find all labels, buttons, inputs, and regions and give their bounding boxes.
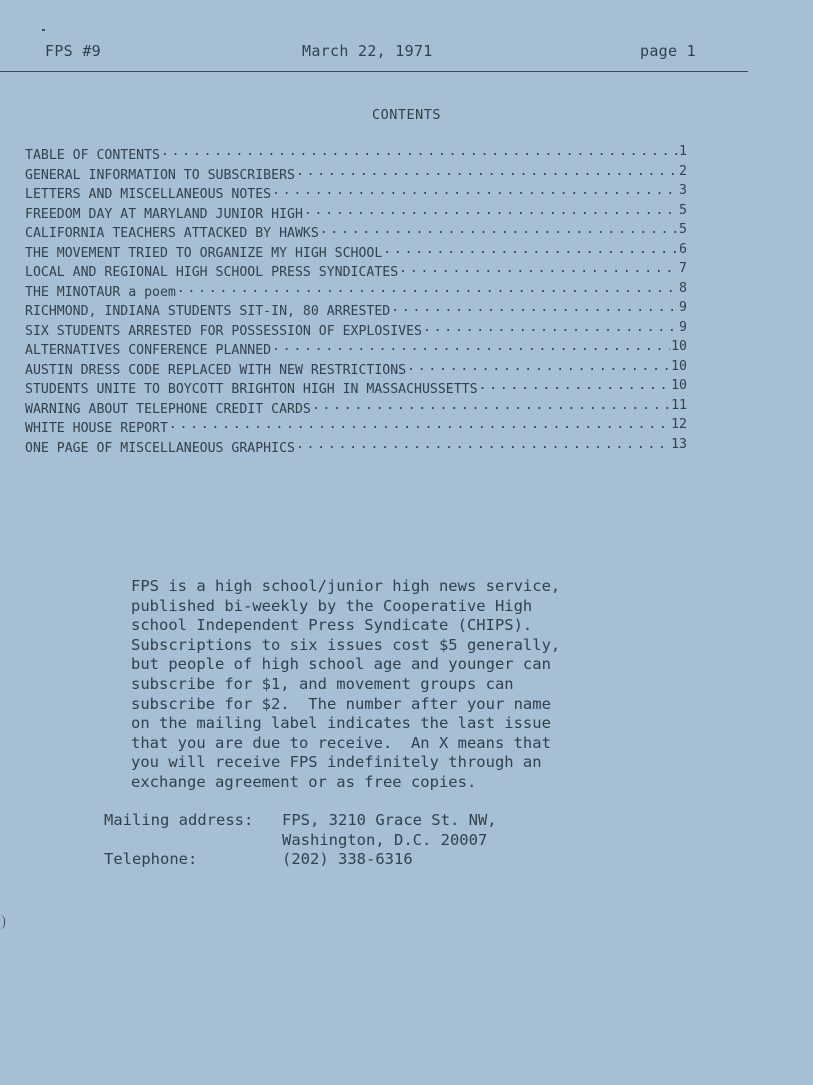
telephone-number: (202) 338-6316 bbox=[282, 850, 413, 869]
mailing-address-label: Mailing address: bbox=[104, 811, 254, 829]
toc-dot-leader bbox=[423, 322, 678, 335]
toc-entry bbox=[25, 263, 687, 283]
toc-entry-title: TABLE OF CONTENTS bbox=[25, 148, 160, 164]
toc-entry bbox=[25, 146, 687, 166]
toc-dot-leader bbox=[296, 166, 678, 179]
toc-entry-title: WHITE HOUSE REPORT bbox=[25, 421, 168, 437]
mailing-address-line2: Washington, D.C. 20007 bbox=[282, 830, 488, 849]
toc-entry bbox=[25, 302, 687, 322]
toc-entry-page: 6 bbox=[679, 241, 687, 257]
toc-entry bbox=[25, 419, 687, 439]
toc-entry bbox=[25, 163, 687, 186]
edge-mark bbox=[0, 915, 5, 929]
info-line: published bi-weekly by the Cooperative High bbox=[131, 596, 533, 615]
toc-entry bbox=[25, 319, 687, 342]
toc-entry-title: CALIFORNIA TEACHERS ATTACKED BY HAWKS bbox=[25, 226, 319, 242]
toc-entry-title: STUDENTS UNITE TO BOYCOTT BRIGHTON HIGH IN MASSACHUSSETTS bbox=[25, 382, 478, 398]
toc-entry-title: LETTERS AND MISCELLANEOUS NOTES bbox=[25, 187, 272, 203]
toc-entry-title: GENERAL INFORMATION TO SUBSCRIBERS bbox=[25, 167, 295, 183]
info-line: school Independent Press Syndicate (CHIPS). bbox=[131, 616, 533, 635]
info-line: Subscriptions to six issues cost $5 generally, bbox=[131, 635, 561, 654]
toc-dot-leader bbox=[177, 283, 678, 296]
info-line: FPS is a high school/junior high news service, bbox=[131, 577, 561, 595]
toc-entry-page: 2 bbox=[679, 163, 687, 179]
table-of-contents bbox=[25, 146, 687, 458]
toc-entry-page: 10 bbox=[671, 358, 687, 374]
toc-dot-leader bbox=[312, 400, 670, 413]
info-line: subscribe for $2. The number after your name bbox=[131, 694, 551, 713]
telephone-label: Telephone: bbox=[104, 850, 198, 869]
toc-dot-leader bbox=[296, 439, 670, 452]
toc-entry bbox=[25, 202, 687, 225]
toc-entry-page: 10 bbox=[671, 378, 687, 394]
toc-dot-leader bbox=[320, 224, 678, 237]
toc-entry-title: RICHMOND, INDIANA STUDENTS SIT-IN, 80 ARRESTED bbox=[25, 304, 391, 320]
toc-dot-leader bbox=[304, 205, 678, 218]
toc-dot-leader bbox=[383, 244, 678, 257]
toc-entry bbox=[25, 397, 687, 420]
info-line: that you are due to receive. An X means that bbox=[131, 733, 551, 752]
toc-entry-page: 9 bbox=[679, 300, 687, 316]
toc-dot-leader bbox=[169, 419, 670, 432]
toc-entry bbox=[25, 341, 687, 361]
toc-dot-leader bbox=[161, 146, 678, 159]
mailing-block bbox=[104, 811, 497, 870]
toc-dot-leader bbox=[407, 361, 670, 374]
info-line: exchange agreement or as free copies. bbox=[131, 772, 477, 791]
toc-dot-leader bbox=[272, 185, 678, 198]
toc-entry-title: FREEDOM DAY AT MARYLAND JUNIOR HIGH bbox=[25, 206, 303, 222]
toc-dot-leader bbox=[272, 341, 670, 354]
info-line: but people of high school age and younger can bbox=[131, 655, 551, 674]
toc-entry-page: 11 bbox=[671, 397, 687, 413]
toc-entry-page: 9 bbox=[679, 319, 687, 335]
toc-entry-page: 1 bbox=[679, 144, 687, 160]
toc-entry-title: ALTERNATIVES CONFERENCE PLANNED bbox=[25, 343, 272, 359]
toc-entry bbox=[25, 185, 687, 205]
issue-number: FPS #9 bbox=[45, 42, 101, 60]
toc-entry-page: 13 bbox=[671, 436, 687, 452]
toc-entry-title: SIX STUDENTS ARRESTED FOR POSSESSION OF EXPLOSIVES bbox=[25, 323, 422, 339]
toc-entry-title: LOCAL AND REGIONAL HIGH SCHOOL PRESS SYNDICATES bbox=[25, 265, 399, 281]
toc-entry-page: 8 bbox=[679, 280, 687, 296]
contents-heading: CONTENTS bbox=[371, 107, 442, 123]
toc-entry-page: 12 bbox=[671, 417, 687, 433]
subscriber-info bbox=[131, 577, 601, 793]
toc-entry-page: 7 bbox=[679, 261, 687, 277]
toc-entry bbox=[25, 436, 687, 459]
toc-dot-leader bbox=[399, 263, 678, 276]
header-rule bbox=[0, 71, 748, 72]
toc-dot-leader bbox=[391, 302, 678, 315]
issue-date: March 22, 1971 bbox=[302, 42, 433, 60]
mailing-address-line1: FPS, 3210 Grace St. NW, bbox=[282, 811, 497, 829]
toc-entry bbox=[25, 358, 687, 381]
toc-entry-page: 5 bbox=[679, 222, 687, 238]
info-line: you will receive FPS indefinitely through an bbox=[131, 753, 542, 772]
toc-entry-page: 5 bbox=[679, 202, 687, 218]
toc-entry bbox=[25, 380, 687, 400]
info-line: subscribe for $1, and movement groups can bbox=[131, 674, 514, 693]
toc-entry-page: 10 bbox=[671, 339, 687, 355]
toc-entry bbox=[25, 241, 687, 264]
toc-entry-title: ONE PAGE OF MISCELLANEOUS GRAPHICS bbox=[25, 440, 295, 456]
toc-dot-leader bbox=[479, 380, 671, 393]
toc-entry-page: 3 bbox=[679, 183, 687, 199]
toc-entry bbox=[25, 224, 687, 244]
info-line: on the mailing label indicates the last issue bbox=[131, 714, 551, 733]
page-number: page 1 bbox=[640, 42, 696, 60]
toc-entry-title: THE MOVEMENT TRIED TO ORGANIZE MY HIGH SCHOOL bbox=[25, 245, 383, 261]
toc-entry-title: THE MINOTAUR a poem bbox=[25, 284, 176, 300]
stray-mark bbox=[42, 29, 45, 31]
toc-entry-title: WARNING ABOUT TELEPHONE CREDIT CARDS bbox=[25, 401, 311, 417]
toc-entry-title: AUSTIN DRESS CODE REPLACED WITH NEW RESTRICTIONS bbox=[25, 362, 407, 378]
toc-entry bbox=[25, 280, 687, 303]
